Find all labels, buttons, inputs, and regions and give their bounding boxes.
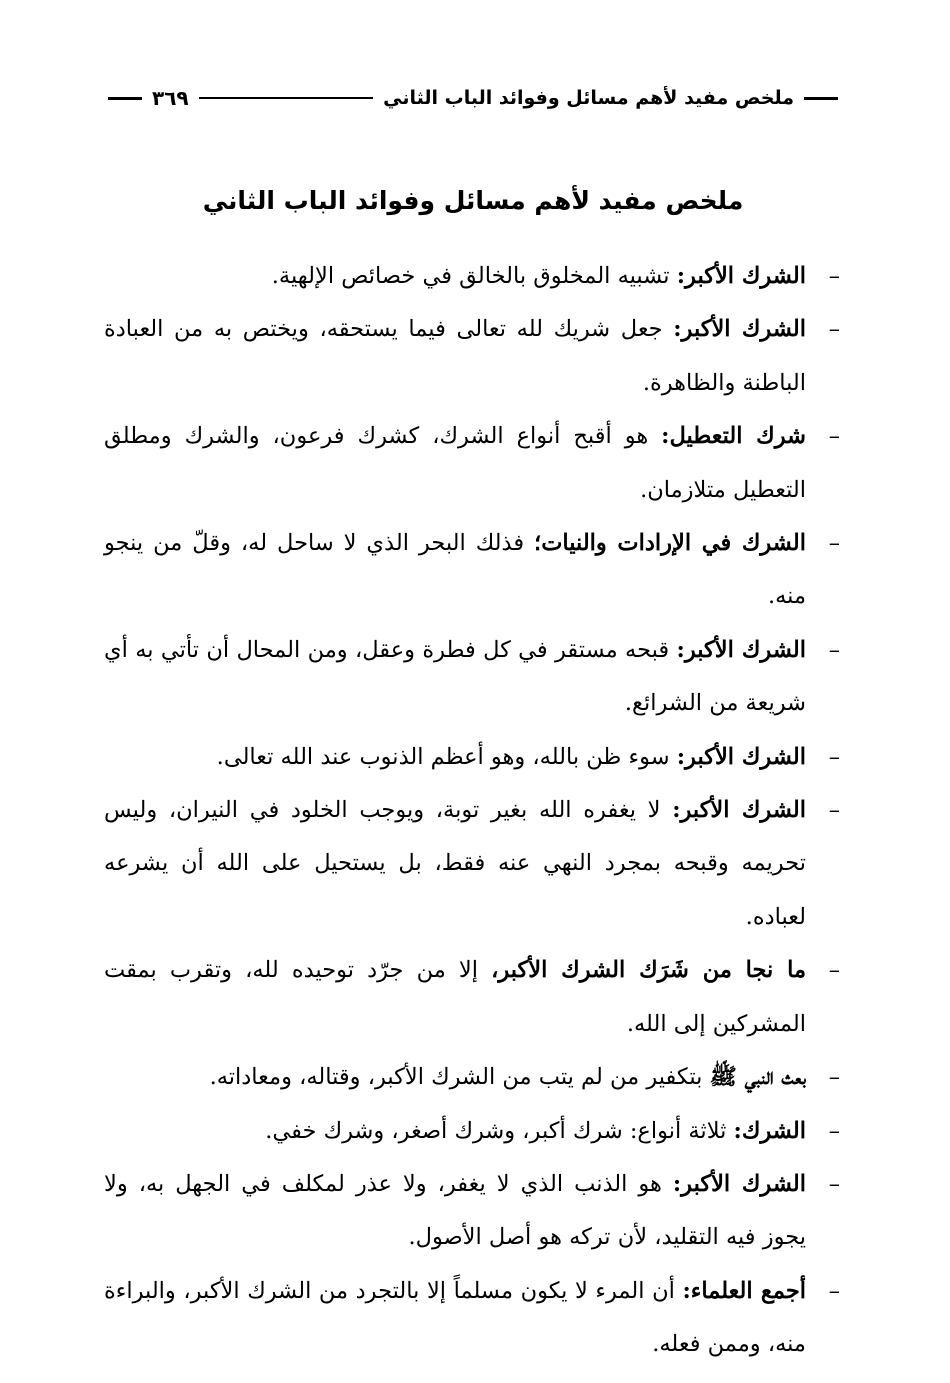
page-number: ٣٦٩	[152, 86, 189, 110]
item-body: ثلاثة أنواع: شرك أكبر، وشرك أصغر، وشرك خفي.	[265, 1117, 727, 1144]
item-term: أجمع العلماء:	[682, 1277, 807, 1304]
summary-list	[104, 250, 840, 1372]
bullet-dash: –	[828, 1117, 840, 1144]
item-text	[104, 1265, 806, 1372]
item-text	[104, 1051, 806, 1104]
bullet-dash: –	[828, 423, 840, 450]
item-term: شرك التعطيل:	[661, 423, 806, 450]
item-body: تشبيه المخلوق بالخالق في خصائص الإلهية.	[271, 263, 670, 289]
list-item	[104, 784, 840, 944]
item-body: هو أقبح أنواع الشرك، كشرك فرعون، والشرك ومطلق التعطيل متلازمان.	[104, 423, 806, 503]
item-text	[104, 250, 806, 303]
list-item	[104, 624, 840, 731]
bullet-dash: –	[828, 797, 840, 824]
section-title: ملخص مفيد لأهم مسائل وفوائد الباب الثاني	[202, 186, 744, 215]
bullet-dash: –	[828, 636, 840, 663]
item-body: لا يغفره الله بغير توبة، ويوجب الخلود في النيران، وليس تحريمه وقبحه بمجرد النهي عنه فقط، بل يستحيل على الله أن يشرعه لعباده.	[104, 797, 806, 930]
item-body: أن المرء لا يكون مسلماً إلا بالتجرد من الشرك الأكبر، والبراءة منه، وممن فعله.	[104, 1277, 806, 1358]
item-text	[104, 1158, 806, 1265]
list-item	[104, 1051, 840, 1104]
bullet-dash: –	[828, 1277, 840, 1304]
item-body: فذلك البحر الذي لا ساحل له، وقلّ من ينجو منه.	[104, 530, 806, 610]
list-item	[104, 1105, 840, 1158]
item-body: سوء ظن بالله، وهو أعظم الذنوب عند الله تعالى.	[216, 743, 670, 770]
list-item	[104, 250, 840, 303]
bullet-dash: –	[828, 957, 840, 984]
header-dash-left	[108, 97, 142, 100]
bullet-dash: –	[828, 263, 840, 289]
item-body: بتكفير من لم يتب من الشرك الأكبر، وقتاله، ومعاداته.	[209, 1064, 703, 1091]
item-text	[104, 624, 806, 731]
item-text	[104, 303, 806, 410]
list-item	[104, 517, 840, 624]
item-text	[104, 517, 806, 624]
item-term: الشرك الأكبر:	[672, 797, 807, 824]
running-header	[108, 78, 838, 118]
item-text	[104, 944, 806, 1051]
bullet-dash: –	[828, 316, 840, 343]
list-item	[104, 410, 840, 517]
list-item	[104, 303, 840, 410]
item-body: قبحه مستقر في كل فطرة وعقل، ومن المحال أن تأتي به أي شريعة من الشرائع.	[104, 636, 806, 717]
item-term: الشرك الأكبر:	[672, 1170, 806, 1197]
list-item	[104, 731, 840, 784]
item-text	[104, 1105, 806, 1158]
item-term: الشرك الأكبر:	[676, 743, 806, 770]
item-term: الشرك الأكبر:	[676, 636, 806, 663]
item-body: إلا من جرّد توحيده لله، وتقرب بمقت المشركين إلى الله.	[104, 957, 806, 1037]
item-term: الشرك الأكبر:	[676, 263, 806, 289]
item-term: بعث النبي ﷺ	[709, 1064, 806, 1091]
list-item	[104, 944, 840, 1051]
list-item	[104, 1158, 840, 1265]
item-term: الشرك في الإرادات والنيات؛	[534, 530, 806, 557]
item-text	[104, 410, 806, 517]
header-rule	[199, 97, 374, 99]
item-body: هو الذنب الذي لا يغفر، ولا عذر لمكلف في الجهل به، ولا يجوز فيه التقليد، لأن تركه هو أصل الأصول.	[104, 1170, 806, 1251]
header-dash-right	[804, 97, 838, 100]
item-term: الشرك:	[733, 1117, 806, 1144]
bullet-dash: –	[828, 743, 840, 770]
bullet-dash: –	[828, 1170, 840, 1197]
item-text	[104, 731, 806, 784]
item-text	[104, 784, 806, 944]
running-title: ملخص مفيد لأهم مسائل وفوائد الباب الثاني	[383, 87, 794, 109]
list-item	[104, 1265, 840, 1372]
bullet-dash: –	[828, 1064, 840, 1091]
item-term: ما نجا من شَرَك الشرك الأكبر،	[491, 957, 807, 984]
item-term: الشرك الأكبر:	[673, 316, 807, 343]
item-body: جعل شريك لله تعالى فيما يستحقه، ويختص به من العبادة الباطنة والظاهرة.	[104, 316, 806, 396]
bullet-dash: –	[828, 530, 840, 557]
